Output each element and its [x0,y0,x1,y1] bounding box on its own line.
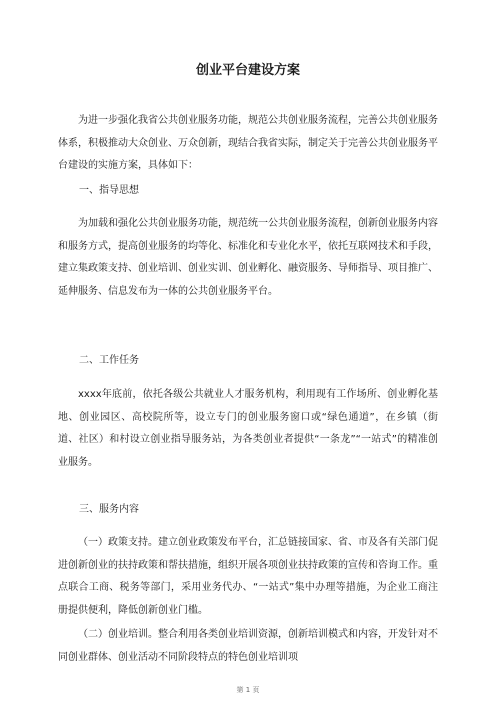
section-heading-work-tasks: 二、工作任务 [79,355,139,366]
page-number: 第 1 页 [236,686,260,694]
section-heading-guiding-ideology: 一、指导思想 [79,185,139,196]
document-title: 创业平台建设方案 [195,63,300,78]
work-tasks-paragraph: xxxx年底前，依托各级公共就业人才服务机构，利用现有工作场所、创业孵化基地、创业园区、高校院所等，设立专门的创业服务窗口或“绿色通道”，在乡镇（街道、社区）和村设立创业指导服务站，为各类创业者提供“一条龙”“一站式”的精准创业服务。 [58,389,438,468]
entrepreneurship-training-paragraph: （二）创业培训。整合利用各类创业培训资源，创新培训模式和内容，开发针对不同创业群体、创业活动不同阶段特点的特色创业培训项 [58,629,438,663]
intro-paragraph: 为进一步强化我省公共创业服务功能，规范公共创业服务流程，完善公共创业服务体系，积极推动大众创业、万众创新，现结合我省实际，制定关于完善公共创业服务平台建设的实施方案，具体如下： [58,115,438,171]
guiding-ideology-paragraph: 为加载和强化公共创业服务功能，规范统一公共创业服务流程，创新创业服务内容和服务方式，提高创业服务的均等化、标准化和专业化水平，依托互联网技术和手段，建立集政策支持、创业培训、创业实训、创业孵化、融资服务、导师指导、项目推广、延伸服务、信息发布为一体的公共创业服务平台。 [58,218,438,297]
section-heading-service-content: 三、服务内容 [79,504,139,515]
policy-support-paragraph: （一）政策支持。建立创业政策发布平台，汇总链接国家、省、市及各有关部门促进创新创业的扶持政策和帮扶措施，组织开展各项创业扶持政策的宣传和咨询工作。重点联合工商、税务等部门，采用业务代办、“一站式”集中办理等措施，为企业工商注册提供便利，降低创新创业门槛。 [58,537,438,616]
